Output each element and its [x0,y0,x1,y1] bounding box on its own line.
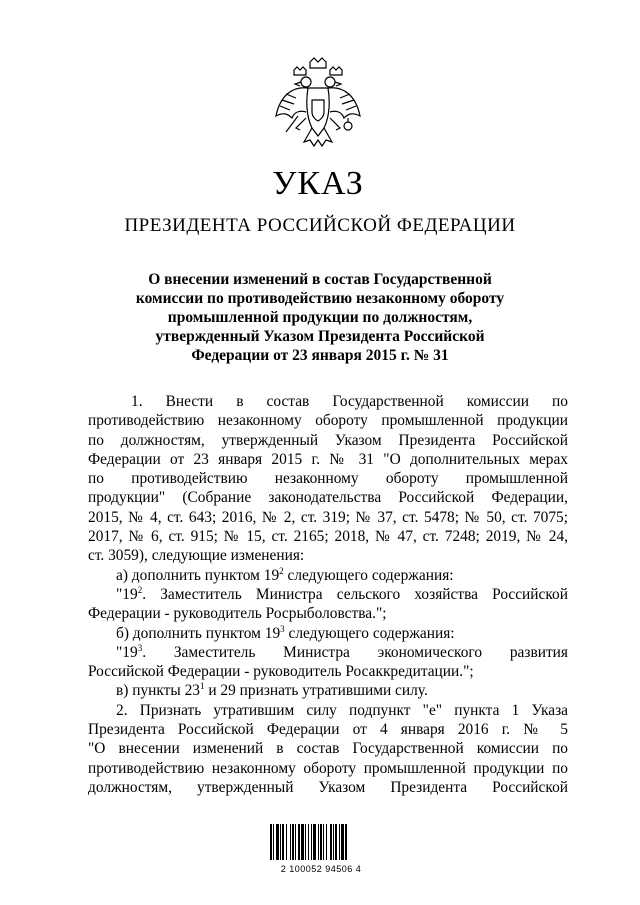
body-line: Федерации от 23 января 2015 г. № 31 "О дополнительных мерах [88,450,568,468]
quote-19-3: "$19^3$. Заместитель Министра экономического развития [116,642,568,661]
heading-line: промышленной продукции по должностям, [167,309,473,326]
subitem-c: в) пункты $23^1$ и 29 признать утратившими силу. [116,681,428,700]
body-line: противодействию незаконному обороту промышленной продукции [88,412,568,430]
barcode-bar [280,824,281,860]
barcode-bar [301,824,304,860]
body-line: по противодействию незаконному обороту промышленной [88,470,568,488]
barcode-bar [270,824,272,860]
body-line: Федерации - руководитель Росрыболовства."; [88,605,387,623]
barcode-bar [330,824,332,860]
body-line: должностям, утвержденный Указом Президента Российской [88,778,568,796]
body-line: Российской Федерации - руководитель Росаккредитации."; [88,663,474,681]
barcode-bar [318,824,319,860]
barcode-bar [335,824,337,860]
body-line: по должностям, утвержденный Указом Президента Российской [88,431,568,449]
barcode-bar [333,824,334,860]
decree-body [88,392,568,797]
subitem-b: б) дополнить пунктом $19^3$ следующего содержания: [116,623,455,642]
barcode-bar [339,824,340,860]
body-line: противодействию незаконному обороту промышленной продукции по [88,759,568,777]
barcode [268,820,376,862]
barcode-bar [311,824,312,860]
barcode-bar [345,824,347,860]
heading-line: О внесении изменений в состав Государственной [148,271,492,288]
heading-line: комиссии по противодействию незаконному обороту [135,290,505,307]
barcode-bar [282,824,284,860]
barcode-bar [292,824,294,860]
coat-of-arms-emblem [272,56,364,152]
barcode-bar [273,824,274,860]
barcode-bar [295,824,296,860]
document-title: УКАЗ [272,165,364,202]
barcode-bar [341,824,344,860]
barcode-number: 2 100052 94506 4 [280,864,362,874]
body-line: "О внесении изменений в состав Государственной комиссии по [88,740,568,758]
barcode-bar [290,824,291,860]
barcode-bar [326,824,327,860]
barcode-bar [276,824,279,860]
body-line: продукции" (Собрание законодательства Российской Федерации, [88,489,568,507]
body-line: ст. 3059), следующие изменения: [88,547,305,565]
barcode-bar [313,824,316,860]
subitem-a: а) дополнить пунктом $19^2$ следующего содержания: [116,565,454,584]
body-line: 2017, № 6, ст. 915; № 15, ст. 2165; 2018, № 47, ст. 7248; 2019, № 24, [88,528,568,546]
decree-heading [110,270,530,365]
heading-line: Федерации от 23 января 2015 г. № 31 [191,347,449,364]
body-line: Президента Российской Федерации от 4 января 2016 г. № 5 [88,721,568,739]
heading-line: утвержденный Указом Президента Российской [155,328,485,345]
body-line: 2. Признать утратившим силу подпункт "е" пункта 1 Указа [116,701,568,719]
document-subtitle: ПРЕЗИДЕНТА РОССИЙСКОЙ ФЕДЕРАЦИИ [124,215,516,236]
body-line: 2015, № 4, ст. 643; 2016, № 2, ст. 319; № 37, ст. 5478; № 50, ст. 7075; [88,508,568,526]
barcode-bar [320,824,322,860]
quote-19-2: "$19^2$. Заместитель Министра сельского хозяйства Российской [116,584,568,603]
barcode-bar [298,824,300,860]
barcode-bar [286,824,287,860]
barcode-bar [308,824,309,860]
barcode-bar [323,824,324,860]
barcode-bar [305,824,306,860]
body-line: 1. Внести в состав Государственной комиссии по [131,393,568,410]
